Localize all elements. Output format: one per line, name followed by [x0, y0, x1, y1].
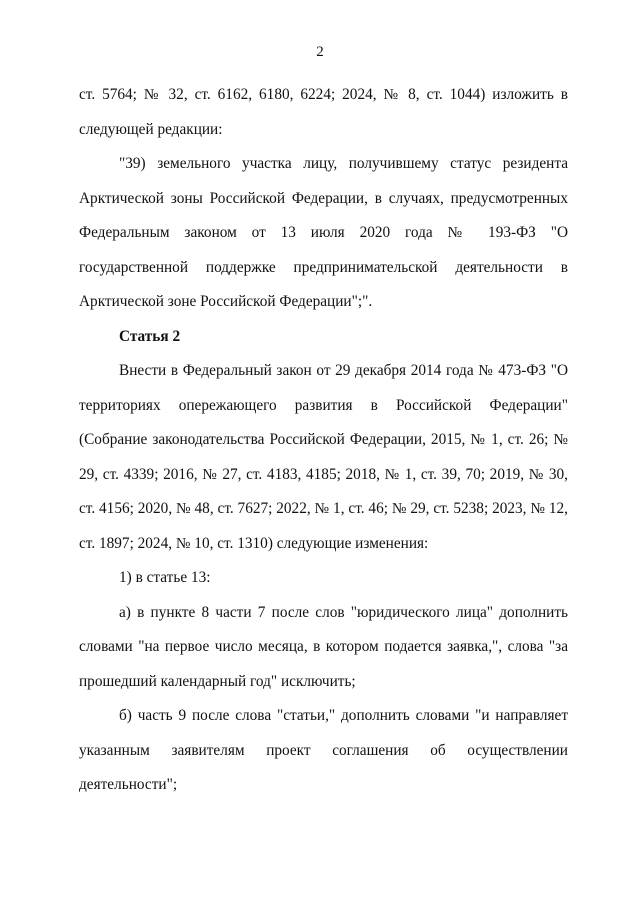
- paragraph-article-2-intro: Внести в Федеральный закон от 29 декабря 2014 года № 473-ФЗ "О территориях опережающего развития в Российской Федерации" (Собрание законодательства Российской Федерации, 2015, № 1, ст. 26; № 29, ст. 4339; 2016, № 27, ст. 4183, 4185; 2018, № 1, ст. 39, 70; 2019, № 30, ст. 4156; 2020, № 48, ст. 7627; 2022, № 1, ст. 46; № 29, ст. 5238; 2023, № 12, ст. 1897; 2024, № 10, ст. 1310) следующие изменения:: [79, 362, 568, 552]
- paragraph-item-39: "39) земельного участка лицу, получившему статус резидента Арктической зоны Российской Федерации, в случаях, предусмотренных Федеральным законом от 13 июля 2020 года № 193-ФЗ "О государственной поддержке предпринимательской деятельности в Арктической зоне Российской Федерации";".: [79, 155, 568, 310]
- paragraph-continuation: ст. 5764; № 32, ст. 6162, 6180, 6224; 2024, № 8, ст. 1044) изложить в следующей редакции:: [79, 86, 568, 138]
- paragraph-subitem-a: а) в пункте 8 части 7 после слов "юридического лица" дополнить словами "на первое число месяца, в котором подается заявка,", слова "за прошедший календарный год" исключить;: [79, 603, 568, 690]
- paragraph-subitem-b: б) часть 9 после слова "статьи," дополнить словами "и направляет указанным заявителям проект соглашения об осуществлении деятельности";: [79, 707, 568, 793]
- page-number: 2: [316, 44, 324, 60]
- paragraph-item-1: 1) в статье 13:: [119, 569, 211, 586]
- article-heading: Статья 2: [119, 327, 181, 345]
- document-body: [79, 78, 568, 803]
